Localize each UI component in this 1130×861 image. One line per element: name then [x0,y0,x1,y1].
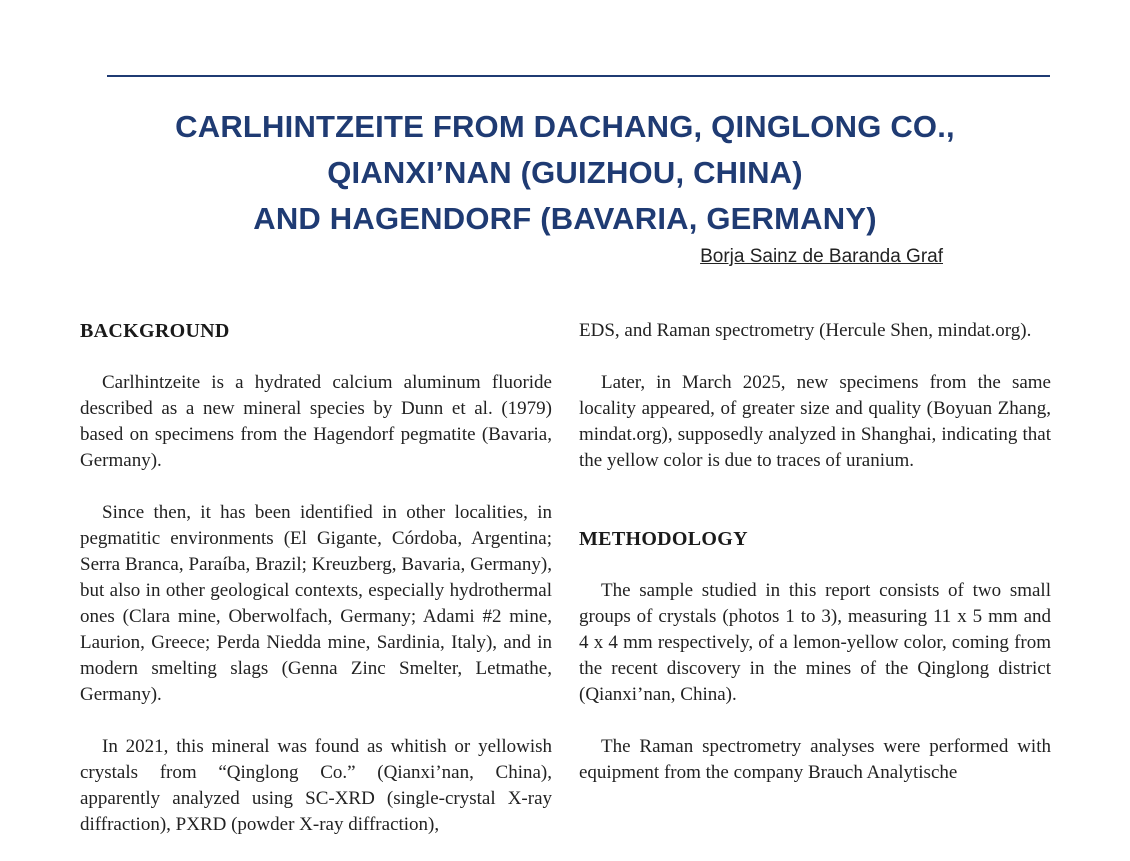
title-line-2: QIANXI’NAN (GUIZHOU, CHINA) [327,155,803,190]
left-column [80,318,552,838]
right-column [579,318,1051,786]
author-name: Borja Sainz de Baranda Graf [700,246,943,267]
title-line-3: AND HAGENDORF (BAVARIA, GERMANY) [253,201,877,236]
methodology-paragraph-1: The sample studied in this report consists of two small groups of crystals (photos 1 to 3), measuring 11 x 5 mm and 4 x 4 mm respectively, of a lemon-yellow color, coming from the recent discovery in the mines of the Qinglong district (Qianxi’nan, China). [579,580,1051,705]
header-rule [107,75,1050,77]
background-paragraph-2: Since then, it has been identified in other localities, in pegmatitic environments (El Gigante, Córdoba, Argentina; Serra Branca, Paraíba, Brazil; Kreuzberg, Bavaria, Germany), but also in other geological contexts, especially hydrothermal ones (Clara mine, Oberwolfach, Germany; Adami #2 mine, Laurion, Greece; Perda Niedda mine, Sardinia, Italy), and in modern smelting slags (Genna Zinc Smelter, Letmathe, Germany). [80,502,552,705]
background-paragraph-4: Later, in March 2025, new specimens from the same locality appeared, of greater size and quality (Boyuan Zhang, mindat.org), supposedly analyzed in Shanghai, indicating that the yellow color is due to traces of uranium. [579,372,1051,471]
title-line-1: CARLHINTZEITE FROM DACHANG, QINGLONG CO., [175,109,955,144]
section-heading-methodology: METHODOLOGY [579,528,748,550]
section-heading-background: BACKGROUND [80,320,230,342]
background-continuation: EDS, and Raman spectrometry (Hercule Shen, mindat.org). [579,320,1032,341]
article-title [60,104,1070,242]
methodology-paragraph-2: The Raman spectrometry analyses were performed with equipment from the company Brauch Analytische [579,736,1051,783]
background-paragraph-1: Carlhintzeite is a hydrated calcium aluminum fluoride described as a new mineral species by Dunn et al. (1979) based on specimens from the Hagendorf pegmatite (Bavaria, Germany). [80,372,552,471]
background-paragraph-3: In 2021, this mineral was found as whitish or yellowish crystals from “Qinglong Co.” (Qianxi’nan, China), apparently analyzed using SC-XRD (single-crystal X-ray diffraction), PXRD (powder X-ray diffraction), [80,736,552,835]
